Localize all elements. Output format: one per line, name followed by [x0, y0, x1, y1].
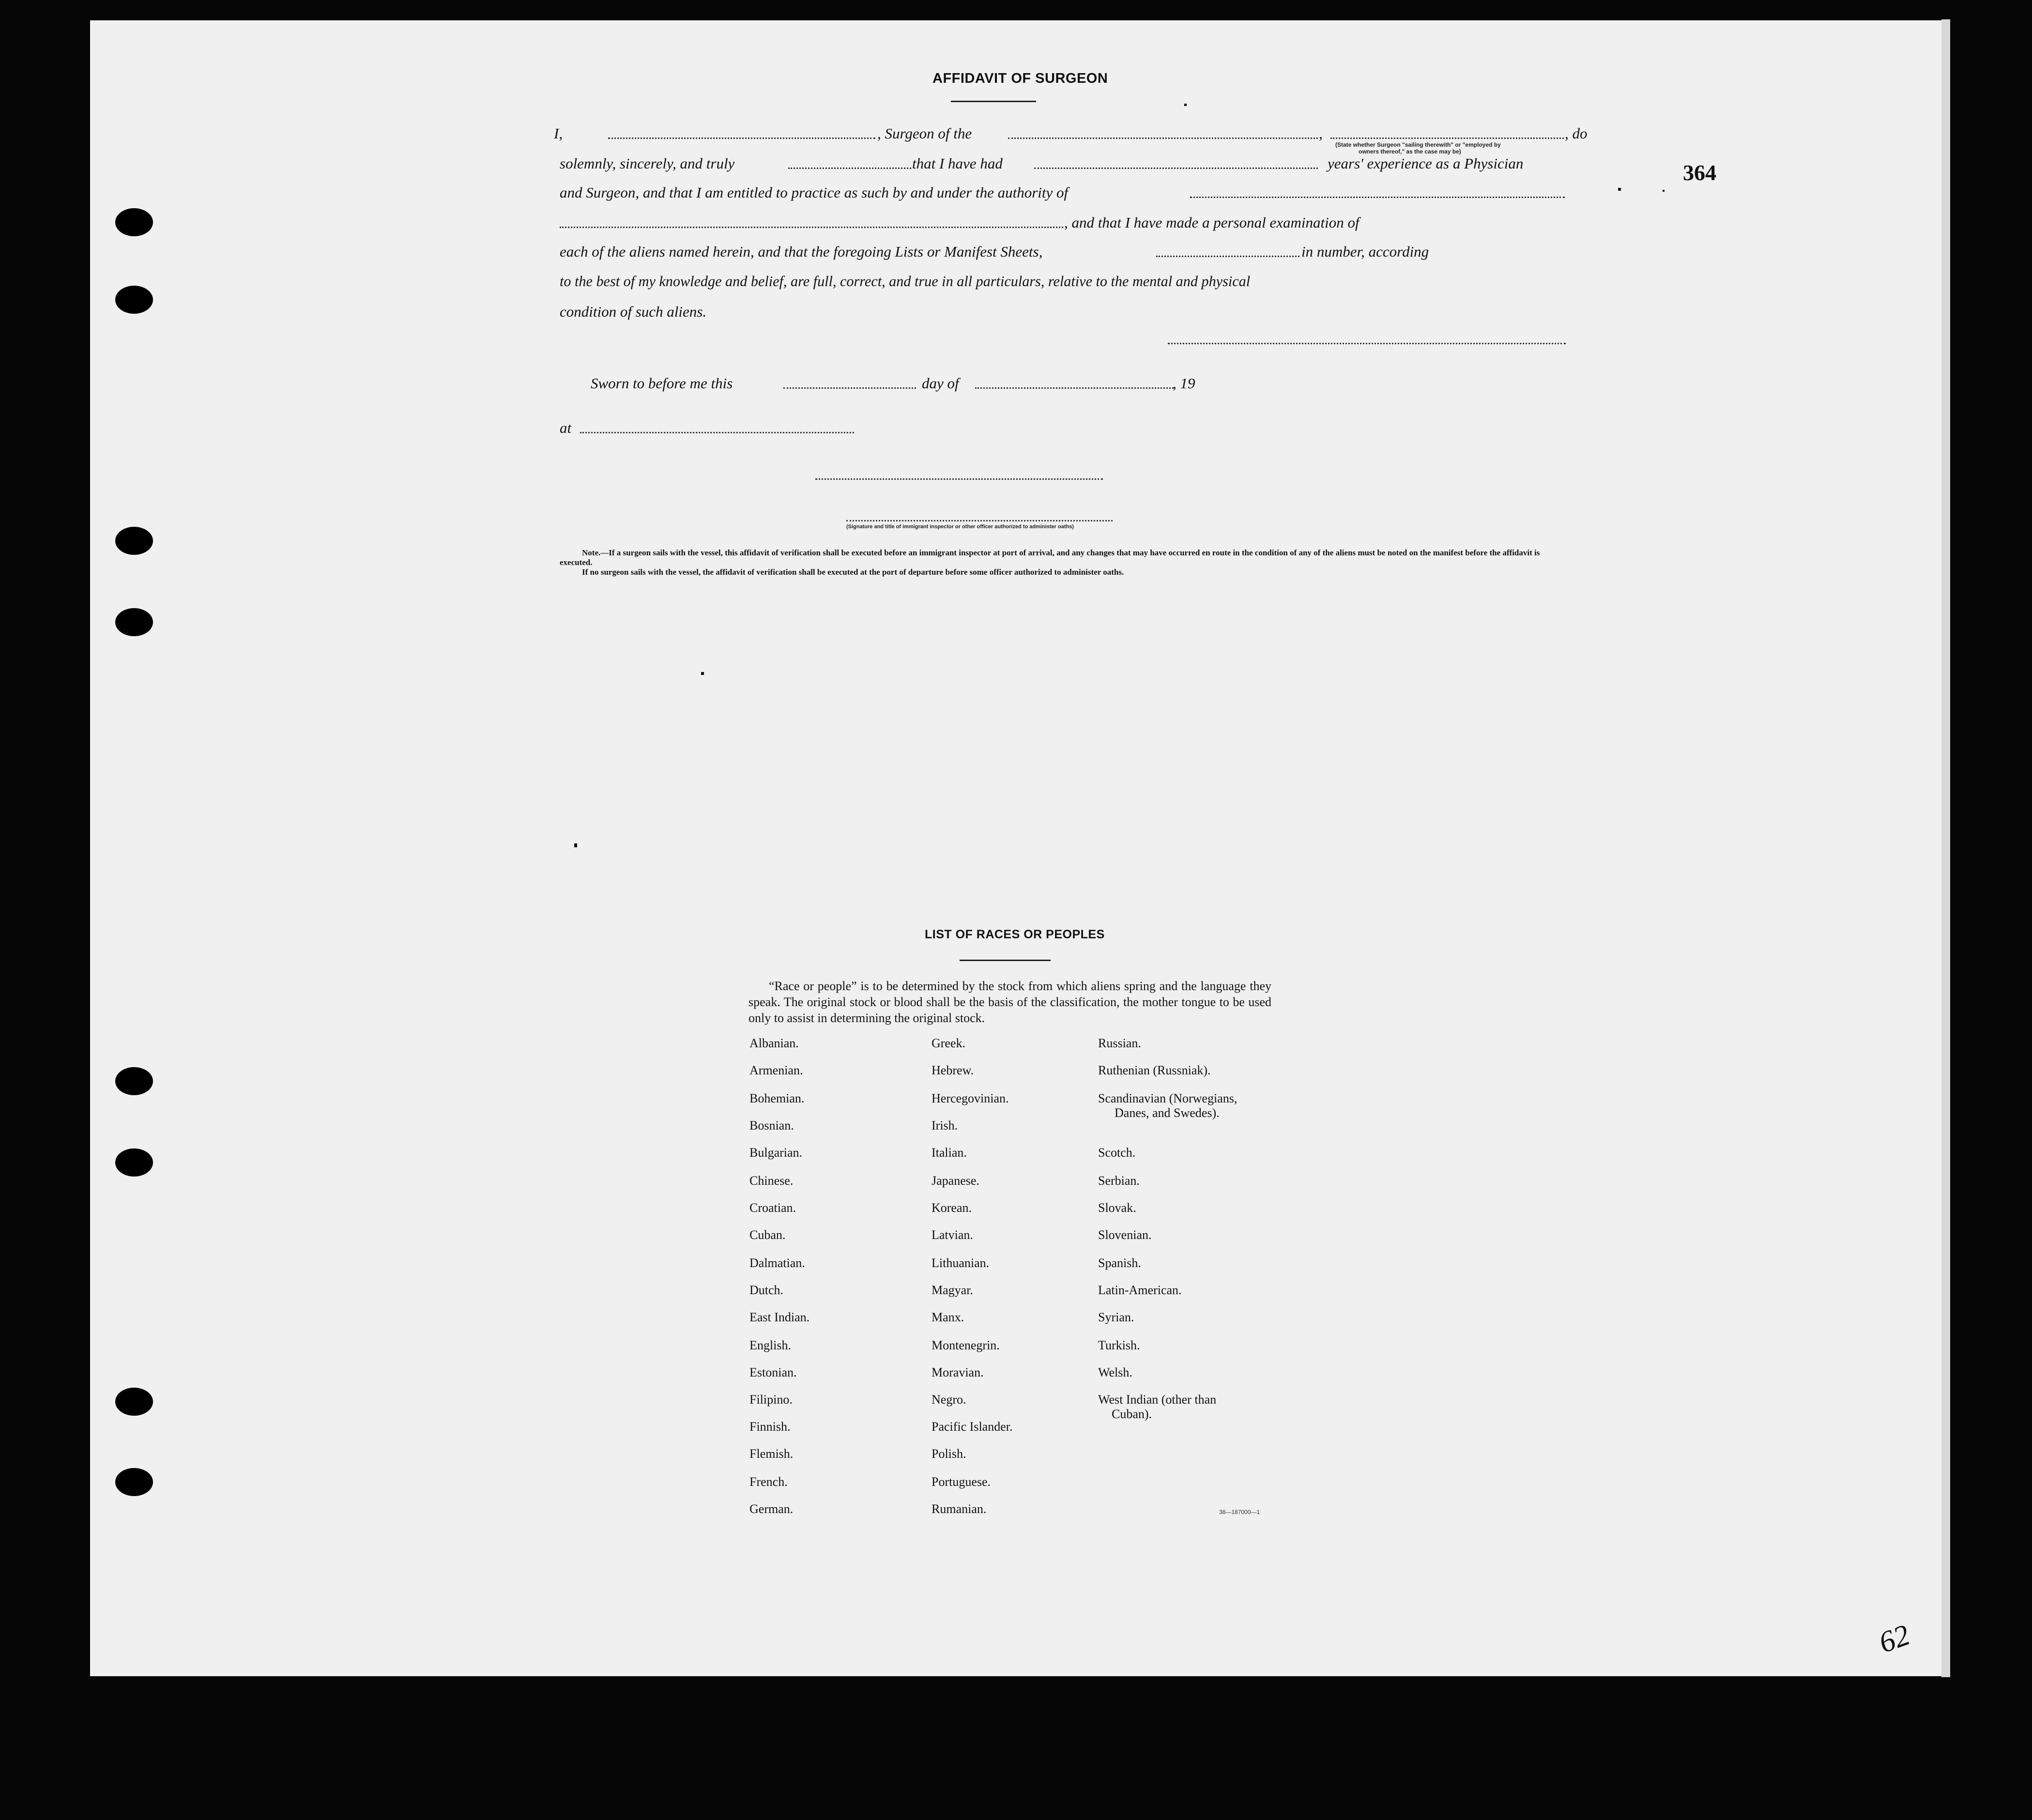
line1-text-c: , — [1319, 125, 1323, 142]
race-item: Danes, and Swedes). — [1115, 1106, 1220, 1120]
race-item: Bosnian. — [749, 1118, 794, 1132]
line4-text: , and that I have made a personal examination of — [1064, 214, 1360, 231]
officer-title-line — [846, 520, 1113, 521]
sworn-text-b: day of — [922, 375, 959, 392]
race-item: Greek. — [932, 1036, 966, 1050]
years-blank — [1034, 168, 1318, 169]
punch-hole — [115, 286, 153, 314]
line1-text-b: , Surgeon of the — [877, 125, 972, 142]
race-item: Latin-American. — [1098, 1283, 1182, 1297]
note-1: Note.—If a surgeon sails with the vessel, this affidavit of verification shall be executed before an immigrant inspector at port of arrival, and any changes that may have occurred en route in the condition of any of the aliens must be noted on the manifest before the affidavit is executed. — [560, 548, 1540, 567]
punch-hole — [115, 1067, 153, 1095]
line5-text-a: each of the aliens named herein, and that the foregoing Lists or Manifest Sheets, — [560, 243, 1043, 260]
race-item: West Indian (other than — [1098, 1392, 1217, 1407]
race-item: Manx. — [932, 1310, 964, 1324]
race-item: Finnish. — [749, 1420, 791, 1434]
race-item: East Indian. — [749, 1310, 810, 1324]
race-item: Syrian. — [1098, 1310, 1134, 1324]
line3-text: and Surgeon, and that I am entitled to practice as such by and under the authority of — [560, 184, 1069, 201]
form-code: 38—187000—1 — [1219, 1509, 1260, 1515]
speck — [1663, 190, 1665, 192]
race-item: Bulgarian. — [749, 1146, 803, 1160]
race-item: German. — [749, 1502, 794, 1516]
race-item: Cuban. — [749, 1228, 786, 1242]
sworn-text-a: Sworn to before me this — [591, 375, 733, 392]
race-item: English. — [749, 1338, 791, 1352]
race-item: Hercegovinian. — [932, 1091, 1009, 1105]
line5-text-b: in number, according — [1301, 243, 1429, 260]
race-item: Filipino. — [749, 1392, 793, 1407]
race-item: Serbian. — [1098, 1174, 1140, 1188]
race-item: Montenegrin. — [932, 1338, 1000, 1352]
race-item: Hebrew. — [932, 1063, 974, 1077]
race-item: Slovak. — [1098, 1201, 1136, 1215]
line7-text: condition of such aliens. — [560, 303, 707, 320]
line1-text-a: I, — [554, 125, 563, 142]
race-item: Turkish. — [1098, 1338, 1140, 1352]
affidavit-title: AFFIDAVIT OF SURGEON — [932, 71, 1108, 86]
authority-blank — [1190, 197, 1565, 198]
race-item: Scandinavian (Norwegians, — [1098, 1091, 1238, 1105]
race-item: Chinese. — [749, 1174, 794, 1188]
races-intro: “Race or people” is to be determined by the stock from which aliens spring and the language they speak. The original stock or blood shall be the basis of the classification, the mother tongue to be used only to assist in determining the original stock. — [749, 979, 1271, 1025]
race-item: Welsh. — [1098, 1365, 1132, 1379]
punch-hole — [115, 1388, 153, 1416]
line6-text: to the best of my knowledge and belief, are full, correct, and true in all particulars, relative to the mental and physical — [560, 273, 1251, 290]
races-title: LIST OF RACES OR PEOPLES — [925, 928, 1105, 941]
race-item: Moravian. — [932, 1365, 984, 1379]
race-item: Armenian. — [749, 1063, 803, 1077]
race-item: Japanese. — [932, 1174, 979, 1188]
day-blank — [783, 387, 916, 389]
race-item: Portuguese. — [932, 1475, 991, 1489]
race-item: Cuban). — [1112, 1407, 1152, 1421]
oath-blank — [788, 168, 911, 169]
race-item: Scotch. — [1098, 1146, 1136, 1160]
speck — [574, 843, 577, 847]
page-edge — [1941, 19, 1950, 1677]
punch-hole — [115, 527, 153, 555]
race-item: Latvian. — [932, 1228, 973, 1242]
sheets-blank — [1156, 256, 1299, 257]
race-item: Croatian. — [749, 1201, 796, 1215]
month-blank — [975, 387, 1174, 389]
speck — [701, 672, 704, 675]
race-item: Spanish. — [1098, 1256, 1141, 1270]
speck — [1618, 188, 1621, 191]
sworn-text-c: , 19 — [1173, 375, 1195, 392]
signature-caption: (Signature and title of immigrant inspector or other officer authorized to administer oaths) — [846, 524, 1074, 530]
title-underline — [951, 101, 1036, 102]
name-blank — [608, 138, 875, 139]
line2-text-c: years' experience as a Physician — [1328, 155, 1524, 172]
line2-text-a: solemnly, sincerely, and truly — [560, 155, 735, 172]
punch-hole — [115, 1468, 153, 1496]
race-item: Pacific Islander. — [932, 1420, 1013, 1434]
handwritten-sheet-number: 62 — [1875, 1618, 1914, 1660]
race-item: Lithuanian. — [932, 1256, 990, 1270]
race-item: Korean. — [932, 1201, 972, 1215]
place-blank — [580, 432, 854, 433]
punch-hole — [115, 208, 153, 236]
race-item: Italian. — [932, 1146, 967, 1160]
race-item: Dutch. — [749, 1283, 784, 1297]
race-item: Ruthenian (Russniak). — [1098, 1063, 1211, 1077]
race-item: Russian. — [1098, 1036, 1141, 1050]
race-item: Dalmatian. — [749, 1256, 805, 1270]
race-item: Irish. — [932, 1118, 958, 1132]
speck — [1184, 104, 1187, 106]
state-note-1: (State whether Surgeon "sailing therewith" or "employed by — [1335, 141, 1501, 148]
punch-hole — [115, 1148, 153, 1177]
race-item: Rumanian. — [932, 1502, 987, 1516]
vessel-blank — [1008, 138, 1318, 139]
line1-text-d: , do — [1565, 125, 1588, 142]
race-item: Flemish. — [749, 1447, 794, 1461]
races-title-underline — [960, 960, 1051, 961]
page-number: 364 — [1683, 160, 1716, 185]
race-item: Slovenian. — [1098, 1228, 1152, 1242]
race-item: French. — [749, 1475, 788, 1489]
officer-signature-line — [815, 478, 1103, 480]
authority-blank-2 — [560, 227, 1063, 228]
race-item: Bohemian. — [749, 1091, 805, 1105]
race-item: Albanian. — [749, 1036, 799, 1050]
line2-text-b: that I have had — [912, 155, 1003, 172]
state-note-2: owners thereof," as the case may be) — [1359, 148, 1461, 155]
race-item: Estonian. — [749, 1365, 797, 1379]
surgeon-type-blank — [1330, 138, 1564, 139]
at-text: at — [560, 419, 572, 436]
race-item: Magyar. — [932, 1283, 973, 1297]
note-2: If no surgeon sails with the vessel, the affidavit of verification shall be executed at the port of departure before some officer authorized to administer oaths. — [582, 567, 1124, 577]
form-page — [90, 20, 1947, 1676]
punch-hole — [115, 608, 153, 636]
race-item: Negro. — [932, 1392, 966, 1407]
surgeon-signature-line — [1168, 343, 1566, 344]
race-item: Polish. — [932, 1447, 966, 1461]
